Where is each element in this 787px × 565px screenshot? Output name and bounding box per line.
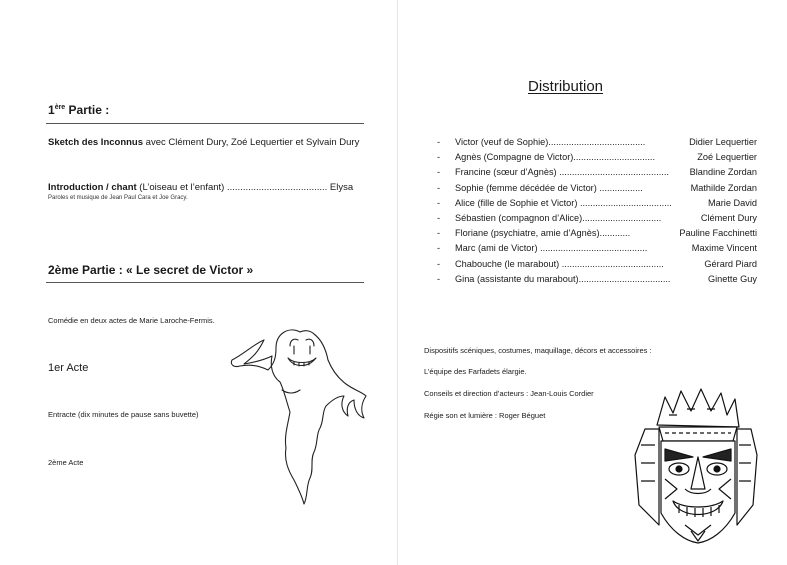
part2-underline [46,282,364,283]
cast-row [437,152,757,167]
bullet-dash: - [437,228,441,239]
bullet-dash: - [437,137,441,147]
cast-actor: Pauline Facchinetti [679,228,757,239]
cast-actor: Zoé Lequertier [697,152,757,163]
credit-line: Conseils et direction d’acteurs : Jean-Louis Cordier [424,389,594,398]
cast-role: Sébastien (compagnon d’Alice)............................... [455,213,662,223]
cast-row [437,228,757,243]
page-fold [397,0,398,565]
intro-line: Introduction / chant (L’oiseau et l’enfant) ...................................... Elysa [48,182,354,193]
act2-label: 2ème Acte [48,458,84,467]
tribal-mask-drawing [625,385,760,550]
cast-role: Agnès (Compagne de Victor)................................ [455,152,655,163]
ghost-drawing [228,320,378,505]
part1-heading: 1ère Partie : [48,103,110,117]
act1-label: 1er Acte [48,362,89,374]
credit-line: Dispositifs scéniques, costumes, maquillage, décors et accessoires : [424,346,652,355]
part2-heading: 2ème Partie : « Le secret de Victor » [48,263,254,277]
intermission-label: Entracte (dix minutes de pause sans buvette) [48,410,199,419]
bullet-dash: - [437,243,441,254]
bullet-dash: - [437,213,441,223]
cast-actor: Clément Dury [700,213,757,223]
cast-role: Victor (veuf de Sophie)...................................... [455,137,646,147]
bullet-dash: - [437,152,441,163]
credit-line: L’équipe des Farfadets élargie. [424,367,527,376]
cast-role: Alice (fille de Sophie et Victor) .................................... [455,197,672,208]
bullet-dash: - [437,273,441,284]
cast-actor: Mathilde Zordan [690,182,757,193]
cast-row [437,213,757,228]
cast-row [437,274,757,289]
cast-actor: Marie David [707,197,757,208]
cast-actor: Ginette Guy [707,273,757,284]
distribution-title: Distribution [528,78,604,95]
cast-actor: Blandine Zordan [689,167,757,178]
bullet-dash: - [437,197,441,208]
cast-row [437,183,757,198]
cast-row [437,259,757,274]
cast-row [437,167,757,182]
comedy-line: Comédie en deux actes de Marie Laroche-Fermis. [48,316,215,325]
bullet-dash: - [437,182,441,193]
sketch-line: Sketch des Inconnus avec Clément Dury, Zoé Lequertier et Sylvain Dury [48,137,360,148]
cast-row [437,243,757,258]
cast-role: Sophie (femme décédée de Victor) ................. [455,182,643,193]
cast-role: Francine (sœur d’Agnès) ........................................... [455,167,669,178]
credit-line: Régie son et lumière : Roger Béguet [424,411,546,420]
cast-row [437,137,757,152]
cast-role: Marc (ami de Victor) .......................................... [455,243,648,254]
part1-underline [46,123,364,124]
intro-credits: Paroles et musique de Jean Paul Cara et Joe Gracy. [48,195,188,201]
cast-role: Chabouche (le marabout) ........................................ [455,258,664,269]
cast-role: Floriane (psychiatre, amie d’Agnès)............ [455,228,631,239]
cast-actor: Didier Lequertier [689,137,757,147]
cast-actor: Gérard Piard [704,258,757,269]
bullet-dash: - [437,167,441,178]
cast-role: Gina (assistante du marabout).................................... [455,273,671,284]
bullet-dash: - [437,258,441,269]
cast-row [437,198,757,213]
cast-actor: Maxime Vincent [691,243,757,254]
